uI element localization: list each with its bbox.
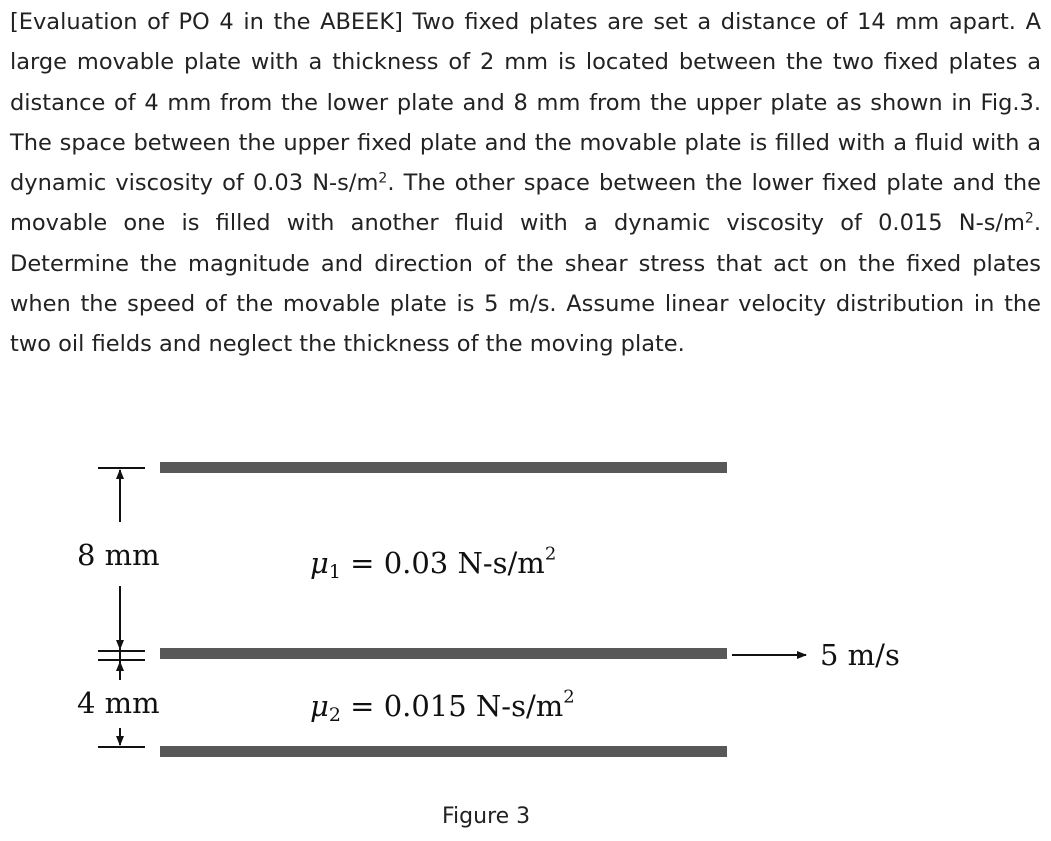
unit-superscript: 2 xyxy=(563,686,575,708)
mu-value: = 0.03 N-s/m xyxy=(340,546,545,580)
problem-text-part-1: Two fixed plates are set a distance of 14 mm apart. A large movable plate with a thickness of 2 mm is located between the two fixed plates a distance of 4 mm from the lower plate and 8 mm from the upper plate as shown in Fig.3. The space between the upper fixed plate and the movable plate is filled with a fluid with a dynamic viscosity of 0.03 N-s/m xyxy=(10,9,1041,197)
problem-text-part-2: . The other space between the lower fixed plate and the movable one is filled with another fluid with a dynamic viscosity of 0.015 N-s/m xyxy=(10,170,1041,237)
unit-superscript: 2 xyxy=(544,543,557,565)
velocity-label: 5 m/s xyxy=(820,638,900,672)
lower-gap-label: 4 mm xyxy=(77,686,160,720)
upper-fluid-viscosity xyxy=(310,543,557,583)
problem-text-part-3: . Determine the magnitude and direction of the shear stress that act on the fixed plates when the speed of the movable plate is 5 m/s. Assume linear velocity distribution in the two oil fields and neglect the thickness of the moving plate. xyxy=(10,210,1041,358)
figure-caption: Figure 3 xyxy=(442,804,531,829)
upper-gap-label: 8 mm xyxy=(77,538,160,572)
mu-subscript: 2 xyxy=(328,703,341,726)
mu-subscript: 1 xyxy=(328,560,341,583)
unit-superscript: 2 xyxy=(378,170,388,187)
mu-symbol: μ xyxy=(310,546,329,580)
mu-value: = 0.015 N-s/m xyxy=(340,689,564,723)
unit-superscript: 2 xyxy=(1024,210,1034,227)
mu-symbol: μ xyxy=(310,689,329,723)
lower-fluid-viscosity xyxy=(310,686,575,726)
problem-tag: [Evaluation of PO 4 in the ABEEK] xyxy=(10,9,403,35)
